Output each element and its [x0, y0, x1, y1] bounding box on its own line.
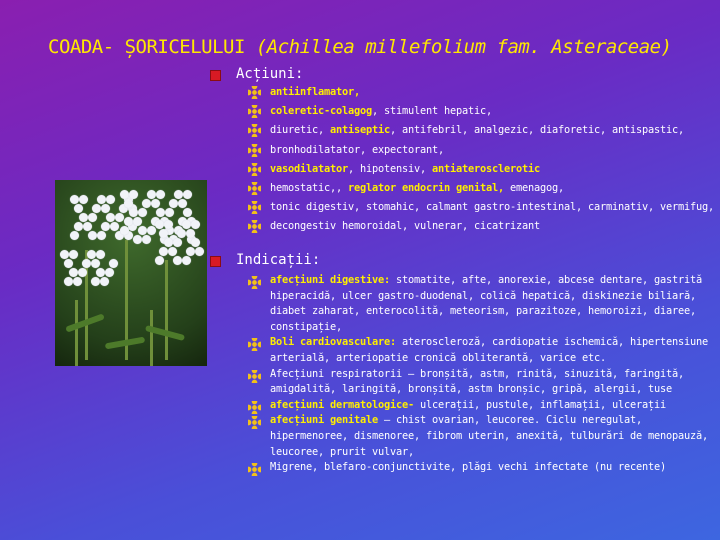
flower-floret: [91, 259, 100, 268]
flower-floret: [88, 213, 97, 222]
flower-floret: [156, 190, 165, 199]
yarrow-photo: [55, 180, 207, 366]
flower-floret: [70, 195, 79, 204]
flower-floret: [159, 247, 168, 256]
flower-floret: [138, 208, 147, 217]
flower-floret: [182, 256, 191, 265]
flower-floret: [195, 247, 204, 256]
indicatii-heading: Indicații:: [236, 252, 321, 268]
flower-floret: [78, 268, 87, 277]
highlight-text: antiaterosclerotic: [432, 162, 540, 175]
flower-floret: [106, 213, 115, 222]
diamond-bullet-icon: [248, 401, 261, 414]
flower-floret: [186, 229, 195, 238]
page-title: [48, 36, 708, 58]
flower-floret: [147, 226, 156, 235]
diamond-bullet-icon: [248, 163, 261, 176]
flower-floret: [64, 277, 73, 286]
flower-floret: [186, 247, 195, 256]
flower-floret: [183, 208, 192, 217]
diamond-bullet-icon: [248, 105, 261, 118]
flower-floret: [120, 226, 129, 235]
flower-floret: [92, 204, 101, 213]
flower-floret: [191, 220, 200, 229]
flower-floret: [191, 238, 200, 247]
diamond-bullet-icon: [248, 220, 261, 233]
flower-floret: [83, 222, 92, 231]
flower-floret: [142, 235, 151, 244]
flower-floret: [147, 190, 156, 199]
flower-floret: [133, 235, 142, 244]
list-item: [248, 160, 714, 179]
diamond-bullet-icon: [248, 338, 261, 351]
item-text: diuretic,: [270, 124, 330, 137]
flower-floret: [182, 220, 191, 229]
list-item: [248, 83, 714, 102]
flower-floret: [96, 250, 105, 259]
flower-floret: [155, 256, 164, 265]
flower-floret: [120, 190, 129, 199]
diamond-bullet-icon: [248, 182, 261, 195]
flower-floret: [174, 190, 183, 199]
list-item: [248, 273, 708, 335]
stem: [75, 300, 78, 366]
red-square-bullet-icon: [210, 256, 221, 267]
list-item: [248, 141, 714, 160]
flower-floret: [87, 250, 96, 259]
item-text: stomatite, afte, anorexie, abcese dentare, gastrită hiperacidă, ulcer gastro-duodenal, colică hepatică, diskinezie biliară, diabet zaharat, enterocolită, meteorism, parazitoze, hemoroizi, diaree, constipație,: [270, 274, 702, 333]
item-text: – chist ovarian, leucoree. Ciclu neregulat, hipermenoree, dismenoree, fibrom uterin, anexită, tulburări de menopauză, leucoree, prurit vulvar,: [270, 414, 708, 458]
flower-floret: [74, 204, 83, 213]
actiuni-heading: Acțiuni:: [236, 66, 304, 82]
flower-floret: [169, 199, 178, 208]
flower-floret: [178, 199, 187, 208]
flower-floret: [70, 231, 79, 240]
flower-floret: [115, 213, 124, 222]
highlight-text: Boli cardiovasculare:: [270, 336, 402, 349]
highlight-text: coleretic-colagog: [270, 105, 372, 118]
highlight-text: vasodilatator: [270, 162, 348, 175]
flower-floret: [138, 226, 147, 235]
flower-floret: [173, 238, 182, 247]
highlight-text: antiseptic: [330, 124, 390, 137]
red-square-bullet-icon: [210, 70, 221, 81]
flower-floret: [69, 268, 78, 277]
flower-floret: [159, 229, 168, 238]
list-item: [248, 413, 708, 460]
flower-floret: [156, 208, 165, 217]
flower-floret: [69, 250, 78, 259]
list-item: [248, 217, 714, 236]
flower-floret: [164, 238, 173, 247]
flower-floret: [82, 259, 91, 268]
flower-floret: [164, 220, 173, 229]
flower-floret: [101, 204, 110, 213]
flower-floret: [97, 231, 106, 240]
list-item: [248, 335, 708, 366]
stem: [165, 260, 168, 360]
item-text: hemostatic,,: [270, 182, 348, 195]
highlight-text: antiinflamator,: [270, 86, 360, 98]
flower-floret: [97, 195, 106, 204]
flower-floret: [183, 190, 192, 199]
item-text: , antifebril, analgezic, diaforetic, antispastic,: [390, 124, 684, 137]
list-item: [248, 198, 714, 217]
actiuni-list: [248, 83, 714, 237]
flower-floret: [91, 277, 100, 286]
flower-floret: [129, 190, 138, 199]
list-item: [248, 102, 714, 121]
flower-floret: [142, 199, 151, 208]
diamond-bullet-icon: [248, 86, 261, 99]
item-text: Afecțiuni respiratorii – bronșită, astm, rinită, sinuzită, faringită, amigdalită, laringită, bronșită, astm bronșic, gripă, alergii, tuse: [270, 367, 684, 396]
flower-floret: [124, 199, 133, 208]
flower-floret: [79, 213, 88, 222]
flower-floret: [106, 195, 115, 204]
highlight-text: afecțiuni genitale: [270, 414, 384, 427]
item-text: tonic digestiv, stomahic, calmant gastro-intestinal, carminativ, vermifug,: [270, 201, 714, 214]
list-item: [248, 460, 708, 476]
list-item: [248, 367, 708, 398]
highlight-text: reglator endocrin genital,: [348, 182, 510, 195]
flower-floret: [155, 220, 164, 229]
list-item: [248, 121, 714, 140]
list-item: [248, 398, 708, 414]
item-text: ateroscleroză, cardiopatie ischemică, hipertensiune arterială, arteriopatie cronică obliterantă, varice etc.: [270, 336, 708, 364]
flower-floret: [64, 259, 73, 268]
diamond-bullet-icon: [248, 276, 261, 289]
flower-floret: [177, 229, 186, 238]
highlight-text: afecțiuni dermatologice-: [270, 398, 420, 411]
flower-floret: [100, 277, 109, 286]
title-latin: (Achillea millefolium fam. Asteraceae): [255, 36, 672, 58]
diamond-bullet-icon: [248, 463, 261, 476]
diamond-bullet-icon: [248, 201, 261, 214]
item-text: , hipotensiv,: [348, 162, 432, 175]
flower-floret: [124, 217, 133, 226]
flower-floret: [173, 256, 182, 265]
indicatii-list: [248, 273, 708, 476]
item-text: , stimulent hepatic,: [372, 105, 492, 118]
list-item: [248, 179, 714, 198]
diamond-bullet-icon: [248, 416, 261, 429]
diamond-bullet-icon: [248, 370, 261, 383]
item-text: emenagog,: [509, 182, 564, 195]
item-text: ulcerații, pustule, inflamații, ulcerații: [419, 398, 666, 411]
flower-floret: [74, 222, 83, 231]
flower-floret: [73, 277, 82, 286]
flower-floret: [96, 268, 105, 277]
flower-floret: [109, 259, 118, 268]
stem: [150, 310, 153, 366]
item-text: decongestiv hemoroidal, vulnerar, cicatrizant: [270, 220, 540, 233]
flower-floret: [79, 195, 88, 204]
item-text: Migrene, blefaro-conjunctivite, plăgi vechi infectate (nu recente): [270, 461, 666, 474]
flower-floret: [101, 222, 110, 231]
item-text: bronhodilatator, expectorant,: [270, 143, 444, 156]
diamond-bullet-icon: [248, 144, 261, 157]
flower-floret: [151, 199, 160, 208]
title-main: COADA- ȘORICELULUI: [48, 36, 256, 58]
flower-floret: [133, 217, 142, 226]
highlight-text: afecțiuni digestive:: [270, 274, 396, 286]
flower-floret: [165, 208, 174, 217]
flower-floret: [105, 268, 114, 277]
flower-floret: [88, 231, 97, 240]
flower-floret: [110, 222, 119, 231]
flower-floret: [60, 250, 69, 259]
flower-floret: [168, 247, 177, 256]
flower-floret: [129, 208, 138, 217]
diamond-bullet-icon: [248, 124, 261, 137]
